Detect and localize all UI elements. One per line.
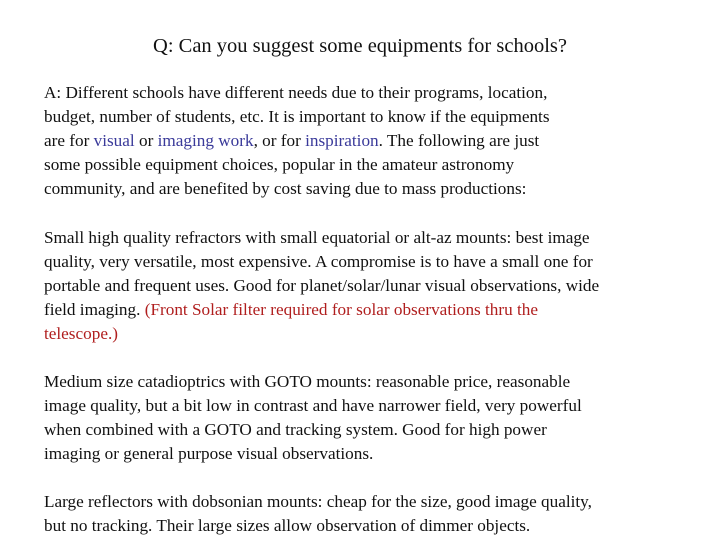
reflectors-paragraph — [44, 490, 694, 538]
solar-filter-warning: (Front Solar filter required for solar observations thru the — [144, 300, 539, 319]
answer-text-3c: , or for — [253, 131, 306, 150]
keyword-inspiration: inspiration — [305, 131, 379, 150]
refractors-text-4: field imaging. — [44, 300, 145, 319]
refractors-line-4 — [44, 298, 694, 322]
answer-text-1: Different schools have different needs due to their programs, location, — [65, 83, 548, 102]
answer-paragraph — [44, 81, 694, 201]
keyword-imaging-work: imaging work — [157, 131, 254, 150]
answer-line-3 — [44, 129, 694, 153]
catadioptrics-paragraph — [44, 370, 694, 466]
answer-line-4: some possible equipment choices, popular in the amateur astronomy — [44, 155, 515, 174]
refractors-line-2: quality, very versatile, most expensive. A compromise is to have a small one for — [44, 252, 593, 271]
catadioptrics-line-1: Medium size catadioptrics with GOTO mounts: reasonable price, reasonable — [44, 372, 571, 391]
page-title: Q: Can you suggest some equipments for schools? — [153, 35, 567, 57]
answer-line-1 — [44, 81, 694, 105]
catadioptrics-line-3: when combined with a GOTO and tracking system. Good for high power — [44, 420, 547, 439]
catadioptrics-line-2: image quality, but a bit low in contrast and have narrower field, very powerful — [44, 396, 582, 415]
answer-line-5: community, and are benefited by cost saving due to mass productions: — [44, 179, 527, 198]
keyword-visual: visual — [93, 131, 135, 150]
refractors-line-3: portable and frequent uses. Good for planet/solar/lunar visual observations, wide — [44, 276, 600, 295]
answer-text-3d: . The following are just — [378, 131, 540, 150]
reflectors-line-2: but no tracking. Their large sizes allow observation of dimmer objects. — [44, 516, 531, 535]
refractors-line-1: Small high quality refractors with small equatorial or alt-az mounts: best image — [44, 228, 590, 247]
refractors-paragraph — [44, 226, 694, 346]
reflectors-line-1: Large reflectors with dobsonian mounts: cheap for the size, good image quality, — [44, 492, 592, 511]
answer-text-3b: or — [134, 131, 158, 150]
catadioptrics-line-4: imaging or general purpose visual observations. — [44, 444, 374, 463]
answer-line-2: budget, number of students, etc. It is important to know if the equipments — [44, 107, 550, 126]
answer-prefix: A: — [44, 83, 62, 102]
answer-text-3a: are for — [44, 131, 94, 150]
solar-filter-warning-end: telescope.) — [44, 324, 118, 343]
